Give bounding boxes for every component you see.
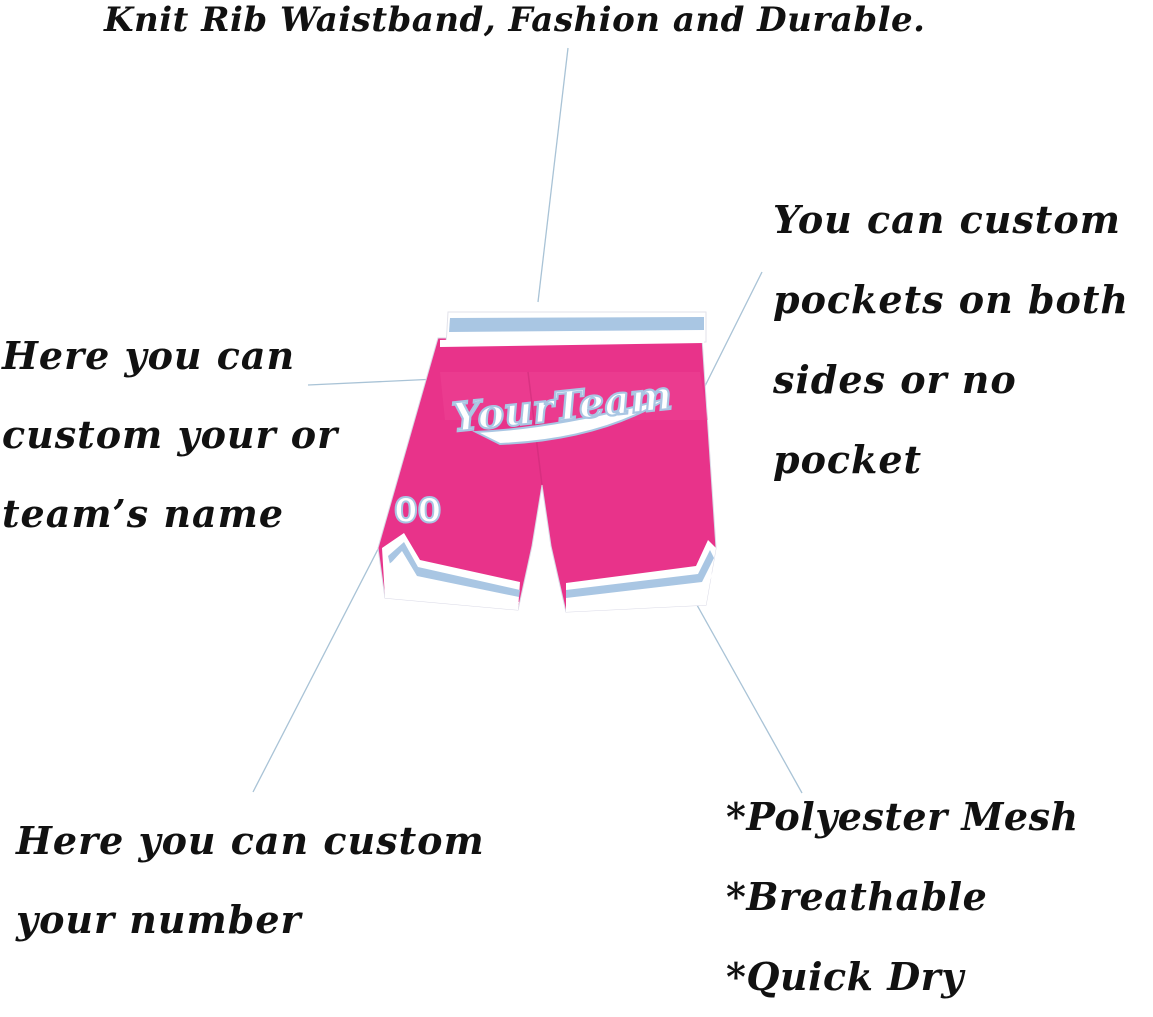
waistband-leader-line	[538, 48, 568, 302]
shorts	[378, 312, 716, 612]
pockets-leader-line	[698, 272, 762, 400]
waistband-blue-stripe	[449, 317, 704, 332]
waistband-callout	[104, 0, 926, 40]
pockets-callout	[773, 180, 1129, 500]
callout-line: sides or no	[773, 357, 1017, 402]
callout-line: your number	[16, 897, 302, 942]
callout-line: custom your or	[2, 412, 339, 457]
leg-number-text: 00	[394, 491, 442, 531]
feature-item: *Breathable	[726, 874, 988, 919]
features-callout	[726, 777, 1079, 1017]
callout-line: Here you can	[2, 333, 296, 378]
callout-line: Here you can custom	[16, 818, 485, 863]
callout-line: pocket	[773, 437, 923, 482]
team-name-text: YourTeam	[449, 371, 675, 442]
number-leader-line	[253, 522, 392, 792]
feature-item: *Quick Dry	[726, 954, 964, 999]
callout-line: pockets on both	[773, 277, 1130, 322]
number-callout	[16, 801, 485, 959]
callout-line: Knit Rib Waistband, Fashion and Durable.	[104, 0, 926, 40]
feature-item: *Polyester Mesh	[726, 794, 1079, 839]
callout-line: team’s name	[2, 491, 285, 536]
callout-line: You can custom	[773, 197, 1121, 242]
team-name-callout	[2, 316, 338, 553]
